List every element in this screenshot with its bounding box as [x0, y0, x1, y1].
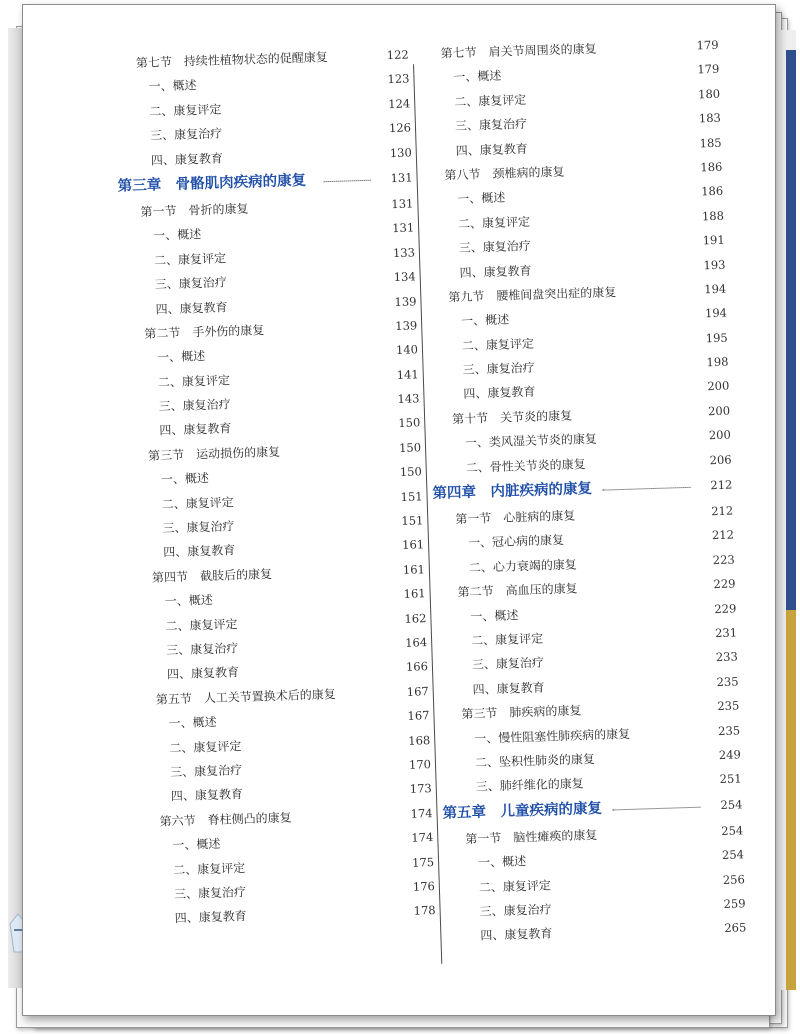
entry-title: 一、冠心病的康复: [467, 533, 565, 551]
entry-title: 二、康复评定: [457, 214, 531, 231]
page-number: 194: [704, 305, 728, 321]
page-number: 173: [409, 781, 432, 797]
toc-right-column: [418, 33, 746, 950]
page-number: 176: [412, 878, 436, 894]
page-number: 186: [700, 159, 723, 175]
page-number: 174: [410, 805, 433, 821]
page-number: 168: [408, 732, 431, 748]
toc-content: [22, 4, 776, 1016]
entry-title: 第一节 脑性瘫痪的康复: [465, 827, 598, 846]
page-number: 123: [387, 71, 410, 87]
entry-title: 一、概述: [172, 836, 221, 853]
page-number: 191: [702, 232, 725, 248]
page-number: 151: [400, 488, 423, 504]
entry-title: 三、康复治疗: [462, 360, 535, 378]
page-number: 162: [404, 610, 427, 626]
entry-title: 一、概述: [153, 227, 202, 243]
entry-title: 二、康复评定: [453, 92, 527, 109]
page-number: 195: [705, 330, 728, 345]
entry-title: 四、康复教育: [459, 263, 532, 280]
page-number: 256: [722, 871, 745, 887]
entry-title: 四、康复教育: [480, 926, 553, 943]
entry-title: 一、概述: [164, 593, 213, 609]
page-number: 188: [701, 208, 725, 224]
page-number: 194: [704, 281, 727, 297]
page-number: 183: [698, 110, 722, 126]
dot-leader: [324, 180, 371, 182]
page-number: 141: [396, 367, 419, 382]
page-number: 139: [395, 318, 418, 333]
page-number: 179: [697, 62, 720, 77]
page-number: 151: [401, 513, 424, 528]
page-number: 235: [717, 722, 741, 738]
entry-title: 第五章 儿童疾病的康复: [442, 800, 603, 822]
page-number: 229: [713, 576, 736, 592]
page-number: 175: [411, 854, 435, 870]
page-number: 164: [405, 635, 428, 650]
entry-title: 三、康复治疗: [149, 126, 223, 143]
entry-title: 二、康复评定: [470, 631, 544, 648]
entry-title: 四、康复教育: [472, 680, 545, 697]
entry-title: 一、概述: [156, 349, 206, 365]
page-number: 161: [401, 537, 425, 553]
entry-title: 第十节 关节炎的康复: [451, 408, 573, 427]
page-number: 130: [389, 144, 412, 160]
page-number: 161: [403, 586, 426, 602]
entry-title: 二、康复评定: [153, 251, 227, 268]
page-number: 265: [724, 920, 747, 936]
entry-title: 第三节 运动损伤的康复: [147, 444, 281, 463]
entry-title: 第七节 持续性植物状态的促醒康复: [135, 50, 328, 71]
page-number: 212: [710, 477, 733, 493]
page-number: 122: [386, 47, 409, 63]
page-number: 249: [718, 747, 742, 763]
entry-title: 四、康复教育: [159, 421, 232, 438]
page-number: 178: [413, 903, 436, 919]
page-number: 161: [402, 562, 426, 577]
entry-title: 四、康复教育: [463, 385, 536, 402]
entry-title: 第四节 截肢后的康复: [151, 566, 273, 585]
page-number: 229: [714, 601, 737, 616]
entry-title: 一、慢性阻塞性肺疾病的康复: [473, 726, 631, 746]
page-number: 166: [405, 659, 429, 675]
entry-title: 第五节 人工关节置换术后的康复: [155, 686, 336, 707]
page-number: 254: [721, 823, 744, 838]
entry-title: 第一节 心脏病的康复: [455, 508, 576, 527]
entry-title: 四、康复教育: [455, 141, 528, 158]
page-number: 212: [711, 503, 734, 519]
entry-title: 四、康复教育: [150, 150, 224, 168]
entry-title: 一、概述: [168, 714, 217, 731]
page-number: 235: [717, 698, 740, 714]
entry-title: 第七节 肩关节周围炎的康复: [440, 41, 597, 61]
entry-title: 四、康复教育: [155, 299, 228, 317]
page-number: 124: [388, 96, 411, 111]
entry-title: 一、概述: [160, 471, 210, 487]
page-number: 259: [723, 896, 746, 911]
page-number: 126: [388, 120, 412, 136]
page-number: 133: [392, 245, 416, 260]
entry-title: 二、康复评定: [157, 372, 231, 390]
entry-title: 第一节 骨折的康复: [140, 201, 249, 219]
dot-leader: [602, 487, 690, 491]
entry-title: 二、康复评定: [149, 102, 222, 119]
entry-title: 第六节 脊柱侧凸的康复: [159, 810, 292, 829]
entry-title: 一、概述: [457, 190, 506, 207]
page-number: 212: [711, 527, 735, 543]
entry-title: 一、概述: [460, 312, 510, 329]
entry-title: 二、康复评定: [161, 494, 234, 512]
toc-left-column: [113, 42, 436, 932]
entry-title: 第三节 肺疾病的康复: [461, 703, 582, 722]
page-number: 235: [716, 674, 739, 689]
page-number: 131: [391, 196, 414, 212]
page-number: 200: [707, 379, 730, 394]
right-edge-decoration: [774, 30, 796, 990]
page-number: 139: [394, 293, 417, 309]
page-number: 150: [398, 440, 422, 455]
entry-title: 三、康复治疗: [458, 238, 532, 256]
entry-title: 二、康复评定: [172, 860, 246, 877]
entry-title: 二、康复评定: [461, 336, 535, 353]
entry-title: 三、康复治疗: [166, 641, 239, 658]
page-number: 134: [393, 269, 416, 285]
page-number: 193: [703, 257, 726, 272]
entry-title: 二、康复评定: [165, 616, 238, 633]
page-number: 186: [700, 184, 724, 199]
entry-title: 四、康复教育: [166, 665, 240, 682]
page-number: 179: [696, 37, 719, 53]
page-number: 198: [706, 354, 729, 370]
page-number: 223: [712, 552, 735, 567]
entry-title: 第九节 腰椎间盘突出症的康复: [448, 284, 617, 305]
entry-title: 一、概述: [470, 607, 519, 624]
page-number: 143: [397, 391, 420, 407]
page-number: 131: [390, 170, 413, 186]
page-number: 167: [406, 683, 429, 699]
entry-title: 二、心力衰竭的康复: [468, 557, 578, 575]
entry-title: 一、概述: [148, 78, 197, 95]
entry-title: 三、康复治疗: [162, 519, 235, 536]
entry-title: 三、康复治疗: [454, 116, 528, 134]
page-number: 140: [395, 342, 419, 358]
entry-title: 四、康复教育: [170, 787, 244, 804]
toc-page: [22, 4, 776, 1016]
page-number: 150: [399, 464, 423, 480]
dot-leader: [613, 806, 701, 810]
entry-title: 第三章 骨骼肌肉疾病的康复: [117, 172, 307, 195]
page-number: 231: [714, 625, 738, 641]
entry-title: 第四章 内脏疾病的康复: [432, 480, 593, 502]
entry-title: 三、康复治疗: [173, 884, 247, 902]
page-number: 185: [699, 135, 722, 150]
page-number: 233: [715, 649, 738, 665]
entry-title: 一、概述: [453, 68, 502, 85]
page-number: 254: [720, 797, 743, 812]
page-number: 174: [411, 830, 434, 845]
page-number: 150: [398, 415, 421, 431]
entry-title: 三、康复治疗: [471, 655, 545, 673]
entry-title: 二、康复评定: [169, 738, 242, 755]
entry-title: 二、坠积性肺炎的康复: [474, 751, 596, 770]
entry-title: 三、康复治疗: [158, 397, 231, 414]
page-number: 206: [709, 452, 732, 467]
page-number: 180: [697, 86, 721, 102]
page-number: 251: [719, 771, 742, 787]
page-number: 131: [391, 220, 415, 236]
page-number: 254: [721, 847, 745, 863]
entry-title: 第二节 手外伤的康复: [144, 323, 265, 341]
entry-title: 一、概述: [477, 854, 527, 870]
entry-title: 一、类风湿关节炎的康复: [464, 432, 598, 451]
entry-title: 二、骨性关节炎的康复: [465, 456, 586, 475]
page-number: 200: [707, 403, 731, 419]
page-number: 167: [407, 708, 430, 723]
page-number: 170: [408, 757, 432, 772]
entry-title: 三、肺纤维化的康复: [475, 776, 584, 795]
entry-title: 三、康复治疗: [479, 902, 552, 919]
entry-title: 三、康复治疗: [154, 275, 228, 292]
entry-title: 第二节 高血压的康复: [457, 581, 578, 600]
entry-title: 四、康复教育: [163, 543, 236, 560]
entry-title: 四、康复教育: [174, 909, 247, 926]
entry-title: 三、康复治疗: [169, 762, 243, 780]
page-number: 200: [708, 427, 732, 443]
entry-title: 二、康复评定: [478, 877, 552, 895]
entry-title: 第八节 颈椎病的康复: [444, 164, 565, 183]
